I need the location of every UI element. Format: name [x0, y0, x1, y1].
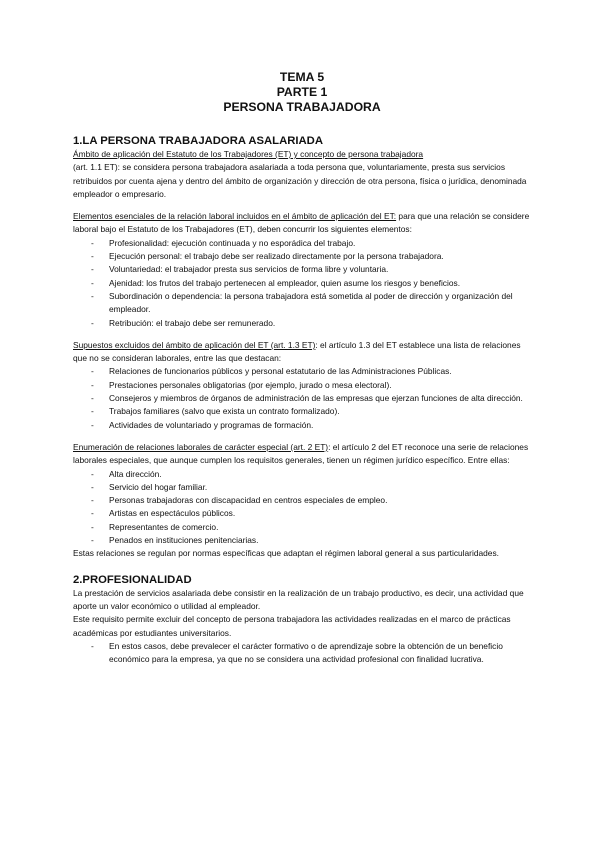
profesionalidad-list: [73, 640, 531, 667]
list-item: - Actividades de voluntariado y programas de formación.: [91, 419, 531, 432]
excluidos-intro: : el artículo 1.3 del ET establece una lista de relaciones que no se consideran laborales, entre las que destacan:: [73, 339, 521, 364]
profesionalidad-paragraph-1: La prestación de servicios asalariada debe consistir en la realización de un trabajo productivo, es decir, una actividad que aporte un valor económico o utilidad al empleador.: [73, 587, 524, 611]
ambito-title: Ámbito de aplicación del Estatuto de los Trabajadores (ET) y concepto de persona trabajadora: [73, 149, 424, 159]
list-item: - Personas trabajadoras con discapacidad en centros especiales de empleo.: [91, 494, 531, 507]
list-item: - Profesionalidad: ejecución continuada y no esporádica del trabajo.: [91, 237, 531, 250]
ambito-paragraph: [73, 148, 531, 201]
especial-title: Enumeración de relaciones laborales de carácter especial (art. 2 ET): [73, 441, 329, 452]
list-item: - Artistas en espectáculos públicos.: [91, 507, 531, 520]
especial-outro: Estas relaciones se regulan por normas específicas que adaptan el régimen laboral general a sus particularidades.: [73, 548, 499, 559]
list-item: - Retribución: el trabajo debe ser remunerado.: [91, 317, 531, 330]
especial-intro: : el artículo 2 del ET reconoce una serie de relaciones laborales especiales, que aunque cumplen los requisitos generales, tienen un régimen jurídico específico. Entre ellas:: [73, 441, 529, 466]
list-item: - Alta dirección.: [91, 468, 531, 481]
list-item: - Voluntariedad: el trabajador presta sus servicios de forma libre y voluntaria.: [91, 263, 531, 276]
document-title: [73, 70, 531, 115]
list-item: - Subordinación o dependencia: la persona trabajadora está sometida al poder de dirección y organización del empleador.: [91, 290, 531, 317]
elementos-intro: para que una relación se considere laboral bajo el Estatuto de los Trabajadores (ET), deben concurrir los siguientes elementos:: [73, 211, 530, 235]
list-item: - Ejecución personal: el trabajo debe ser realizado directamente por la persona trabajadora.: [91, 250, 531, 263]
especial-list: [73, 468, 531, 548]
list-item: - Ajenidad: los frutos del trabajo pertenecen al empleador, quien asume los riesgos y beneficios.: [91, 277, 531, 290]
title-persona: PERSONA TRABAJADORA: [223, 100, 381, 114]
list-item: - Relaciones de funcionarios públicos y personal estatutario de las Administraciones Públicas.: [91, 365, 531, 378]
section1-heading: 1.LA PERSONA TRABAJADORA ASALARIADA: [73, 135, 324, 147]
list-item: - Consejeros y miembros de órganos de administración de las empresas que ejerzan funciones de alta dirección.: [91, 392, 531, 405]
excluidos-list: [73, 365, 531, 431]
elementos-paragraph: [73, 210, 531, 237]
especial-paragraph: [73, 441, 531, 468]
section2-heading: 2.PROFESIONALIDAD: [73, 573, 192, 586]
elementos-list: [73, 237, 531, 330]
list-item: - Penados en instituciones penitenciarias.: [91, 534, 531, 547]
title-tema: TEMA 5: [279, 70, 325, 84]
list-item: - En estos casos, debe prevalecer el carácter formativo o de aprendizaje sobre la obtención de un beneficio económico para la empresa, ya que no se considera una actividad profesional con finalidad lucrativa.: [91, 640, 531, 667]
profesionalidad-paragraph-2: Este requisito permite excluir del concepto de persona trabajadora las actividades realizadas en el marco de prácticas académicas por estudiantes universitarios.: [73, 614, 511, 638]
list-item: - Trabajos familiares (salvo que exista un contrato formalizado).: [91, 405, 531, 418]
excluidos-paragraph: [73, 339, 531, 366]
document-page: [73, 70, 531, 666]
elementos-title: Elementos esenciales de la relación laboral incluidos en el ámbito de aplicación del ET:: [73, 211, 397, 222]
list-item: - Representantes de comercio.: [91, 521, 531, 534]
list-item: - Servicio del hogar familiar.: [91, 481, 531, 494]
title-parte: PARTE 1: [276, 85, 328, 99]
list-item: - Prestaciones personales obligatorias (por ejemplo, jurado o mesa electoral).: [91, 379, 531, 392]
excluidos-title: Supuestos excluidos del ámbito de aplicación del ET (art. 1.3 ET): [73, 339, 316, 350]
ambito-text: (art. 1.1 ET): se considera persona trabajadora asalariada a toda persona que, voluntariamente, presta sus servicios retribuidos por cuenta ajena y dentro del ámbito de organización y dirección de otra persona, física o jurídica, denominada empleador o empresario.: [73, 162, 527, 199]
